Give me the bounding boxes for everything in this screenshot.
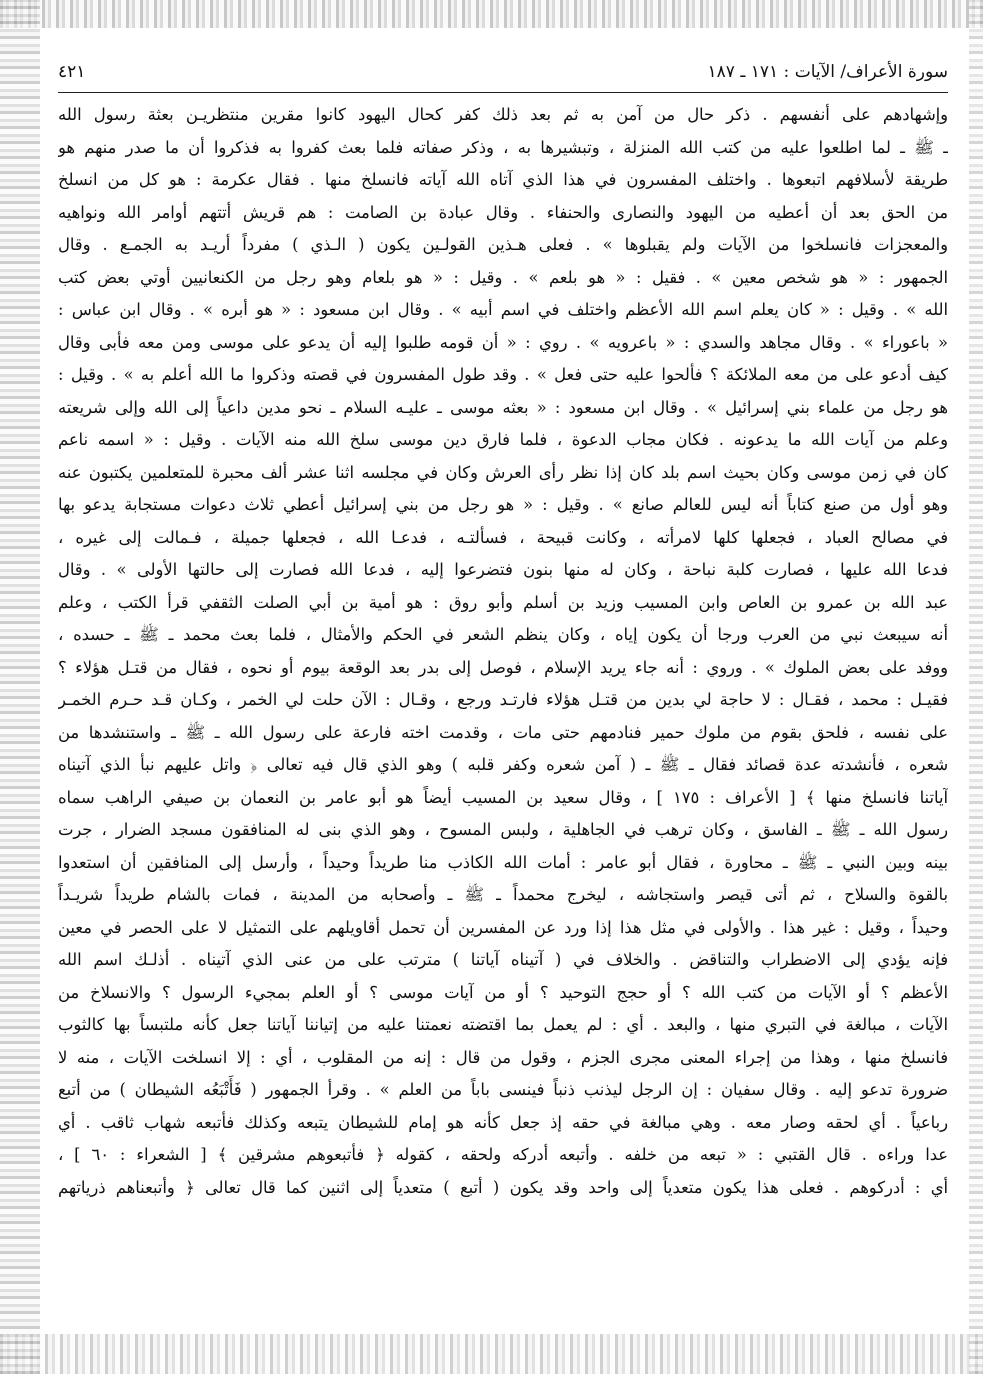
text-line: في مصالح العباد ، فجعلها كلها لامرأته ، وكانت قبيحة ، فسألتـه ، فدعـا الله ، فجعلها جميلة ، فـمالت إلى غيره ، bbox=[58, 527, 948, 547]
text-line: هو رجل من علماء بني إسرائيل » . وقال ابن مسعود : « بعثه موسى ـ عليـه السلام ـ نحو مدين داعياً إلى الله وإلى شريعته bbox=[58, 397, 948, 417]
text-line: بالقوة والسلاح ، ثم أتى قيصر واستجاشه ، ليخرج محمداً ـ ﷺ ـ وأصحابه من المدينة ، فمات بالشام طريداً شريـداً bbox=[58, 885, 948, 904]
text-line: وإشهادهم على أنفسهم . ذكر حال من آمن به ثم بعد ذلك كفر كحال اليهود كانوا مقرين منتظريـن بعثة رسول الله bbox=[58, 105, 948, 124]
text-line: عبد الله بن عمرو بن العاص وابن المسيب وزيد بن أسلم وأبو روق : هو أمية بن أبي الصلت الثقفي قرأ الكتب ، وعلم bbox=[58, 592, 948, 612]
surah-title: سورة الأعراف/ الآيات : ١٧١ ـ ١٨٧ bbox=[707, 62, 948, 82]
text-line: طريقة لأسلافهم اتبعوها . واختلف المفسرون في هذا الذي آتاه الله آياته فانسلخ منها . فقال عكرمة : هو كل من انسلخ bbox=[58, 170, 948, 189]
text-line: أنه سيبعث نبي من العرب ورجا أن يكون إياه ، وكان ينظم الشعر في الحكم والأمثال ، فلما بعث محمد ـ ﷺ ـ حسده ، bbox=[58, 625, 948, 644]
text-line: رسول الله ـ ﷺ ـ الفاسق ، وكان ترهب في الجاهلية ، ولبس المسوح ، وهو الذي بنى له المنافقون مسجد الضرار ، جرت bbox=[58, 820, 948, 839]
decorative-border-right bbox=[969, 0, 983, 1374]
page-number: ٤٢١ bbox=[58, 62, 86, 82]
text-line: وعلم من آيات الله ما يدعونه . فكان مجاب الدعوة ، فلما فارق دين موسى سلخ الله منه الآيات . وقيل : « اسمه ناعم bbox=[58, 430, 948, 449]
text-line: فقيـل : محمد ، فقـال : لا حاجة لي بدين من قتـل هؤلاء فارتـد ورجع ، وقـال : الآن حلت لي الخمر ، وكـان قـد حـرم الخمـر bbox=[58, 690, 948, 709]
text-line: الجمهور : « هو شخص معين » . فقيل : « هو بلعم » . وقيل : « هو بلعام وهو رجل من الكنعانيين أوتي بعض كتب bbox=[58, 267, 948, 287]
text-line: ووفد على بعض الملوك » . وروي : أنه جاء يريد الإسلام ، فوصل إلى بدر بعد الوقعة بيوم أو نحوه ، فقال من قتـل هؤلاء ؟ bbox=[58, 657, 948, 677]
decorative-border-left bbox=[0, 0, 40, 1374]
text-line: كان في زمن موسى وكان بحيث اسم بلد كان إذا نظر رأى العرش وكان في مجلسه اثنا عشر ألف محبرة للمتعلمين يكتبون عنه bbox=[58, 462, 948, 482]
text-line: بينه وبين النبي ـ ﷺ ـ محاورة ، فقال أبو عامر : أمات الله الكاذب منا طريداً وحيداً ، وأرسل إلى المنافقين أن استعدوا bbox=[58, 852, 948, 872]
text-line: والمعجزات فانسلخوا من الآيات ولم يقبلوها » . فعلى هـذين القولـين يكون ( الـذي ) مفرداً أريـد به الجمـع . وقال bbox=[58, 235, 948, 254]
text-line: عدا وراءه . قال القتبي : « تبعه من خلفه . وأتبعه أدركه ولحقه ، كقوله ﴿ فأتبعوهم مشرقين ﴾ [ الشعراء : ٦٠ ] ، bbox=[58, 1145, 948, 1164]
text-line: فإنه يؤدي إلى الاضطراب والتناقض . والخلاف في ( آتيناه آياتنا ) مترتب على من عنى الذي آتيناه . أذلـك اسم الله bbox=[58, 950, 948, 969]
text-line: ضرورة تدعو إليه . وقال سفيان : إن الرجل ليذنب ذنباً فينسى باباً من العلم » . وقرأ الجمهور ( فَأَتْبَعُه الشيطان ) من أتبع bbox=[58, 1080, 948, 1099]
text-line: ـ ﷺ ـ لما اطلعوا عليه من كتب الله المنزلة ، وتبشيرها به ، وذكر صفاته فلما بعث كفروا به فذكروا أن ما صدر منهم هو bbox=[58, 137, 948, 157]
book-page bbox=[58, 56, 948, 1336]
text-line: من الحق بعد أن أعطيه من اليهود والنصارى والحنفاء . وقال عبادة بن الصامت : هم قريش أتتهم أوامر الله ونواهيه bbox=[58, 202, 948, 222]
text-line: كيف أدعو على من معه الملائكة ؟ فألحوا عليه حتى فعل » . وقد طول المفسرون في قصته وذكروا ما الله أعلم به » . وقيل : bbox=[58, 365, 948, 384]
decorative-border-bottom bbox=[0, 1334, 983, 1374]
text-line: الأعظم ؟ أو الآيات من كتب الله ؟ أو حجج التوحيد ؟ أو من آيات موسى ؟ أو العلم بمجيء الرسول ؟ والانسلاخ من bbox=[58, 982, 948, 1002]
body-text bbox=[58, 99, 948, 1204]
text-line: أي : أدركوهم . فعلى هذا يكون متعدياً إلى واحد وقد يكون ( أتبع ) متعدياً إلى اثنين كما قال تعالى ﴿ وأتبعناهم ذرياتهم bbox=[58, 1177, 948, 1197]
text-line: وهو أول من صنع كتاباً أنه ليس للعالم صانع » . وقيل : « هو رجل من بني إسرائيل أعطي ثلاث دعوات مستجابة يدعو بها bbox=[58, 495, 948, 514]
text-line: شعره ، فأنشدته عدة قصائد فقال ـ ﷺ ـ ( آمن شعره وكفر قلبه ) وهو الذي قال فيه تعالى ﴿ واتل عليهم نبأ الذي آتيناه bbox=[58, 755, 948, 774]
text-line: آياتنا فانسلخ منها ﴾ [ الأعراف : ١٧٥ ] ، وقال سعيد بن المسيب أيضاً هو أبو عامر بن النعمان بن صيفي الراهب سماه bbox=[58, 787, 948, 807]
text-line: رباعياً . أي لحقه وصار معه . وهي مبالغة في حقه إذ جعل كأنه هو إمام للشيطان يتبعه وكذلك فأتبعه شهاب ثاقب . أي bbox=[58, 1112, 948, 1132]
text-line: الآيات ، مبالغة في التبري منها ، والبعد . أي : لم يعمل بما اقتضته نعمتنا عليه من إتياننا آياتنا جعل كأنه ملتبساً بها كالثوب bbox=[58, 1015, 948, 1034]
page-header bbox=[58, 56, 948, 93]
text-line: الله » . وقيل : « كان يعلم اسم الله الأعظم واختلف في اسم أبيه » . وقال ابن مسعود : « هو أبره » . وقال ابن عباس : bbox=[58, 300, 948, 319]
decorative-border-top bbox=[0, 0, 983, 28]
text-line: فانسلخ منها ، وهذا من إجراء المعنى مجرى الجزم ، وقول من قال : إنه من المقلوب ، أي : إلا انسلخت الآيات ، منه لا bbox=[58, 1047, 948, 1067]
text-line: على نفسه ، فلحق بقوم من ملوك حمير فنادمهم حتى مات ، وقدمت اخته فارعة على رسول الله ـ ﷺ ـ واستنشدها من bbox=[58, 722, 948, 742]
text-line: وحيداً ، وقيل : غير هذا . والأولى في مثل هذا إذا ورد عن المفسرين أن تحمل أقاويلهم على التمثيل لا على الحصر في معين bbox=[58, 917, 948, 937]
text-line: « باعوراء » . وقال مجاهد والسدي : « باعرويه » . روي : « أن قومه طلبوا إليه أن يدعو على موسى ومن معه فأبى وقال bbox=[58, 332, 948, 352]
text-line: فدعا الله عليها ، فصارت كلبة نباحة ، وكان له منها بنون فتضرعوا إليه ، فدعا الله فصارت إلى حالتها الأولى » . وقال bbox=[58, 560, 948, 579]
